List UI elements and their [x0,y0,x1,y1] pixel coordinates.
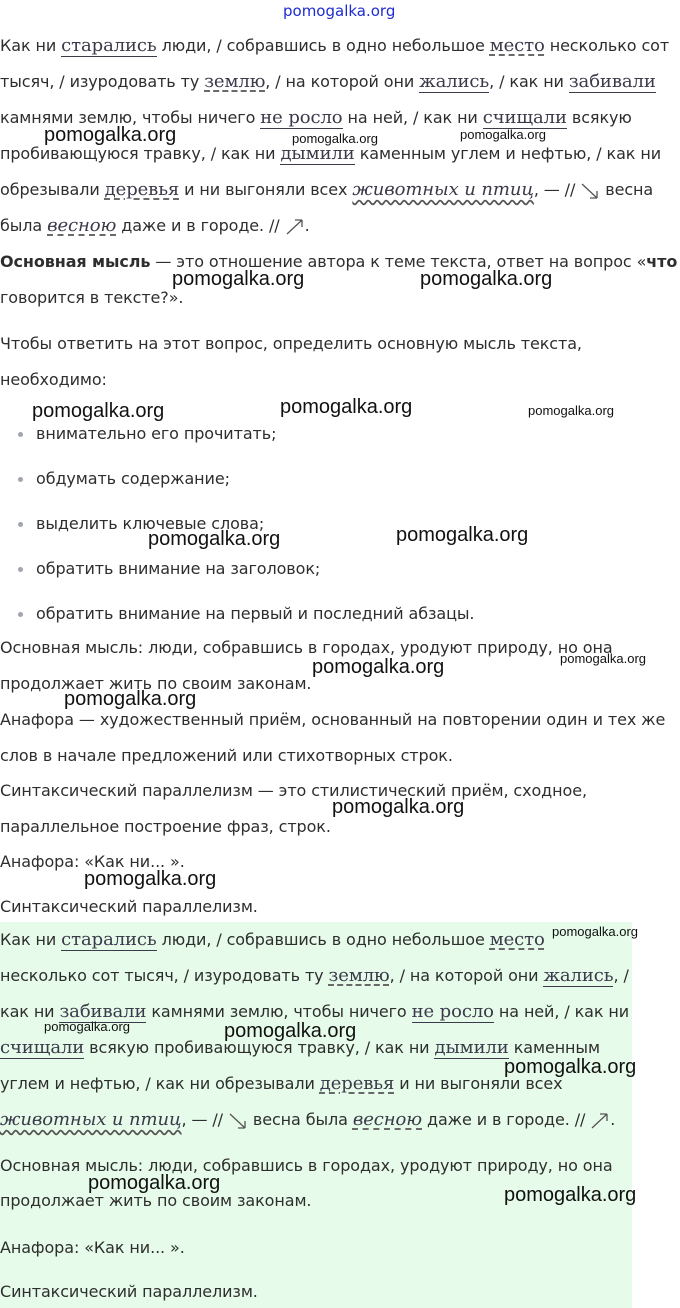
watermark: pomogalka.org [504,1056,637,1078]
text-fragment: , / на которой они [265,72,420,91]
arrow-down-right-icon [580,181,600,201]
text-line-4 [0,144,661,164]
term-main-idea: Основная мысль [0,252,151,271]
object-phrase: животных и птиц [0,1109,182,1130]
text-fragment: тысяч, / изуродовать ту [0,72,205,91]
predicate-word: забивали [59,1001,147,1022]
text-fragment: как ни [0,1002,60,1021]
intro-line-2: необходимо: [0,370,107,389]
text-fragment: всякую [566,108,632,127]
text-fragment: была [0,216,48,235]
predicate-word: счищали [482,107,567,128]
text-line-2 [0,72,656,92]
list-item: обратить внимание на заголовок; [36,559,321,578]
text-fragment: , — // [533,180,581,199]
text-fragment: — это отношение автора к теме текста, ответ на вопрос « [150,252,647,271]
watermark: pomogalka.org [560,651,646,666]
adverbial-word: весною [47,215,117,236]
text-fragment: на ней, / как ни [342,108,483,127]
emphasis-word: что [646,252,678,271]
text-fragment: , / как ни [489,72,569,91]
answer-line-6 [0,1110,615,1131]
text-fragment: камнями землю, чтобы ничего [146,1002,412,1021]
list-item: обратить внимание на первый и последний абзацы. [36,604,475,623]
arrow-down-right-icon [228,1111,248,1131]
watermark: pomogalka.org [88,1172,221,1194]
text-fragment: и ни выгоняли всех [394,1074,563,1093]
watermark: pomogalka.org [292,131,378,146]
watermark: pomogalka.org [44,124,177,146]
parallelism-definition-line-1: Синтаксический параллелизм — это стилистический приём, сходное, [0,781,587,800]
bullet-dot [18,432,23,437]
bullet-dot [18,477,23,482]
text-fragment: люди, / собравшись в одно небольшое [156,930,490,949]
text-fragment: . [610,1110,616,1129]
main-idea-definition-line-2: говорится в тексте?». [0,288,184,307]
text-fragment: несколько сот [544,36,670,55]
text-fragment: обрезывали [0,180,105,199]
main-idea-definition-line-1 [0,252,677,272]
anaphora-definition-line-2: слов в начале предложений или стихотворных строк. [0,746,453,765]
watermark: pomogalka.org [312,656,445,678]
text-fragment: каменным углем и нефтью, / как ни [354,144,661,163]
list-item: выделить ключевые слова; [36,514,265,533]
bullet-dot [18,522,23,527]
predicate-word: старались [61,35,157,56]
text-fragment: Как ни [0,36,62,55]
answer-line-1 [0,930,545,950]
text-line-1 [0,36,669,56]
arrow-up-right-icon [590,1111,610,1131]
text-fragment: даже и в городе. // [116,216,285,235]
text-fragment: углем и нефтью, / как ни обрезывали [0,1074,320,1093]
text-fragment: на ней, / как ни [493,1002,630,1021]
answer-main-idea-line-1: Основная мысль: люди, собравшись в городах, уродуют природу, но она [0,1156,613,1175]
predicate-word: забивали [568,71,656,92]
answer-line-5 [0,1074,562,1094]
text-fragment: Как ни [0,930,62,949]
predicate-word: старались [61,929,157,950]
watermark: pomogalka.org [528,403,614,418]
object-phrase: животных и птиц [352,179,534,200]
parallelism-definition-line-2: параллельное построение фраз, строк. [0,817,331,836]
watermark: pomogalka.org [280,396,413,418]
text-fragment: . [304,216,310,235]
watermark: pomogalka.org [148,528,281,550]
object-word: деревья [319,1073,395,1094]
main-idea-line-1: Основная мысль: люди, собравшись в городах, уродуют природу, но она [0,638,613,657]
watermark: pomogalka.org [32,400,165,422]
text-fragment: весна была [247,1110,353,1129]
watermark: pomogalka.org [224,1020,357,1042]
predicate-word: счищали [0,1037,85,1058]
anaphora-definition-line-1: Анафора — художественный приём, основанный на повторении один и тех же [0,710,666,729]
predicate-word: дымили [280,143,355,164]
adverbial-word: место [489,35,545,56]
object-word: землю [328,965,390,986]
list-item: обдумать содержание; [36,469,230,488]
list-item: внимательно его прочитать; [36,424,277,443]
predicate-word: жались [419,71,490,92]
predicate-word: не росло [411,1001,494,1022]
answer-line-2 [0,966,629,986]
text-fragment: и ни выгоняли всех [179,180,353,199]
text-line-6 [0,216,310,237]
arrow-up-right-icon [285,217,305,237]
answer-anaphora: Анафора: «Как ни... ». [0,1238,185,1257]
watermark: pomogalka.org [64,688,197,710]
text-fragment: , — // [181,1110,228,1129]
adverbial-word: место [489,929,545,950]
text-fragment: весна [600,180,654,199]
text-fragment: каменным [508,1038,600,1057]
watermark: pomogalka.org [504,1184,637,1206]
watermark: pomogalka.org [396,524,529,546]
watermark: pomogalka.org [460,127,546,142]
text-fragment: , / [613,966,629,985]
watermark: pomogalka.org [44,1019,130,1034]
text-fragment: несколько сот тысяч, / изуродовать ту [0,966,329,985]
bullet-dot [18,567,23,572]
predicate-word: жались [543,965,614,986]
predicate-word: не росло [260,107,343,128]
main-idea-line-2: продолжает жить по своим законам. [0,674,312,693]
text-fragment: , / на которой они [389,966,544,985]
text-fragment: всякую пробивающуюся травку, / как ни [84,1038,435,1057]
text-line-5 [0,180,653,201]
top-watermark: pomogalka.org [283,2,396,20]
watermark: pomogalka.org [332,796,465,818]
text-fragment: даже и в городе. // [422,1110,591,1129]
predicate-word: дымили [434,1037,509,1058]
bullet-dot [18,612,23,617]
anaphora-example: Анафора: «Как ни... ». [0,852,185,871]
text-fragment: камнями землю, чтобы ничего [0,108,261,127]
watermark: pomogalka.org [84,868,217,890]
answer-main-idea-line-2: продолжает жить по своим законам. [0,1191,312,1210]
object-word: землю [204,71,266,92]
text-fragment: люди, / собравшись в одно небольшое [156,36,490,55]
object-word: деревья [104,179,180,200]
watermark: pomogalka.org [552,924,638,939]
text-fragment: пробивающуюся травку, / как ни [0,144,281,163]
parallelism-label: Синтаксический параллелизм. [0,897,258,916]
intro-line-1: Чтобы ответить на этот вопрос, определить основную мысль текста, [0,334,582,353]
watermark: pomogalka.org [420,268,553,290]
watermark: pomogalka.org [172,268,305,290]
adverbial-word: весною [352,1109,422,1130]
answer-parallelism: Синтаксический параллелизм. [0,1282,258,1301]
